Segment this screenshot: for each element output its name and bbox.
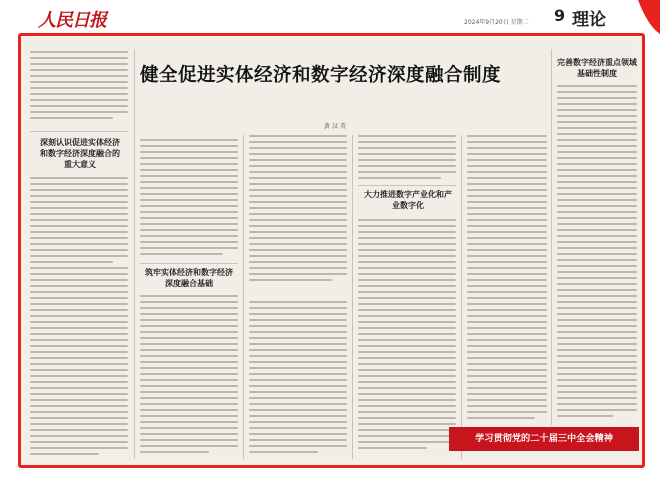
byline: 黄汉英	[324, 123, 349, 130]
newspaper-page	[24, 39, 639, 462]
text-column-6	[557, 85, 637, 423]
section-name: 理论	[572, 10, 606, 30]
text-column-4b	[358, 219, 456, 459]
issue-date: 2024年9月20日 星期二	[464, 19, 529, 26]
text-column-5	[467, 135, 547, 425]
corner-ribbon-icon	[630, 0, 660, 34]
text-column-3b	[249, 301, 347, 459]
text-column-4	[358, 135, 456, 183]
text-column-2	[140, 139, 238, 259]
lead-paragraph-column	[30, 51, 128, 131]
text-column-3	[249, 135, 347, 295]
page-number: 9	[554, 6, 566, 25]
newspaper-logo: 人民日报	[38, 10, 106, 31]
article-headline: 健全促进实体经济和数字经济深度融合制度	[140, 65, 502, 86]
text-column-2b	[140, 295, 238, 459]
text-column-1	[30, 177, 128, 459]
masthead	[0, 0, 660, 32]
subhead-industrialization: 大力推进数字产业化和产业数字化	[364, 190, 452, 210]
column-banner: 学习贯彻党的二十届三中全会精神	[449, 427, 639, 451]
article-frame	[18, 33, 645, 468]
subhead-institutions: 完善数字经济重点领域基础性制度	[557, 58, 637, 78]
subhead-foundation: 筑牢实体经济和数字经济深度融合基础	[145, 268, 233, 288]
subhead-significance: 深刻认识促进实体经济和数字经济深度融合的重大意义	[40, 138, 120, 169]
